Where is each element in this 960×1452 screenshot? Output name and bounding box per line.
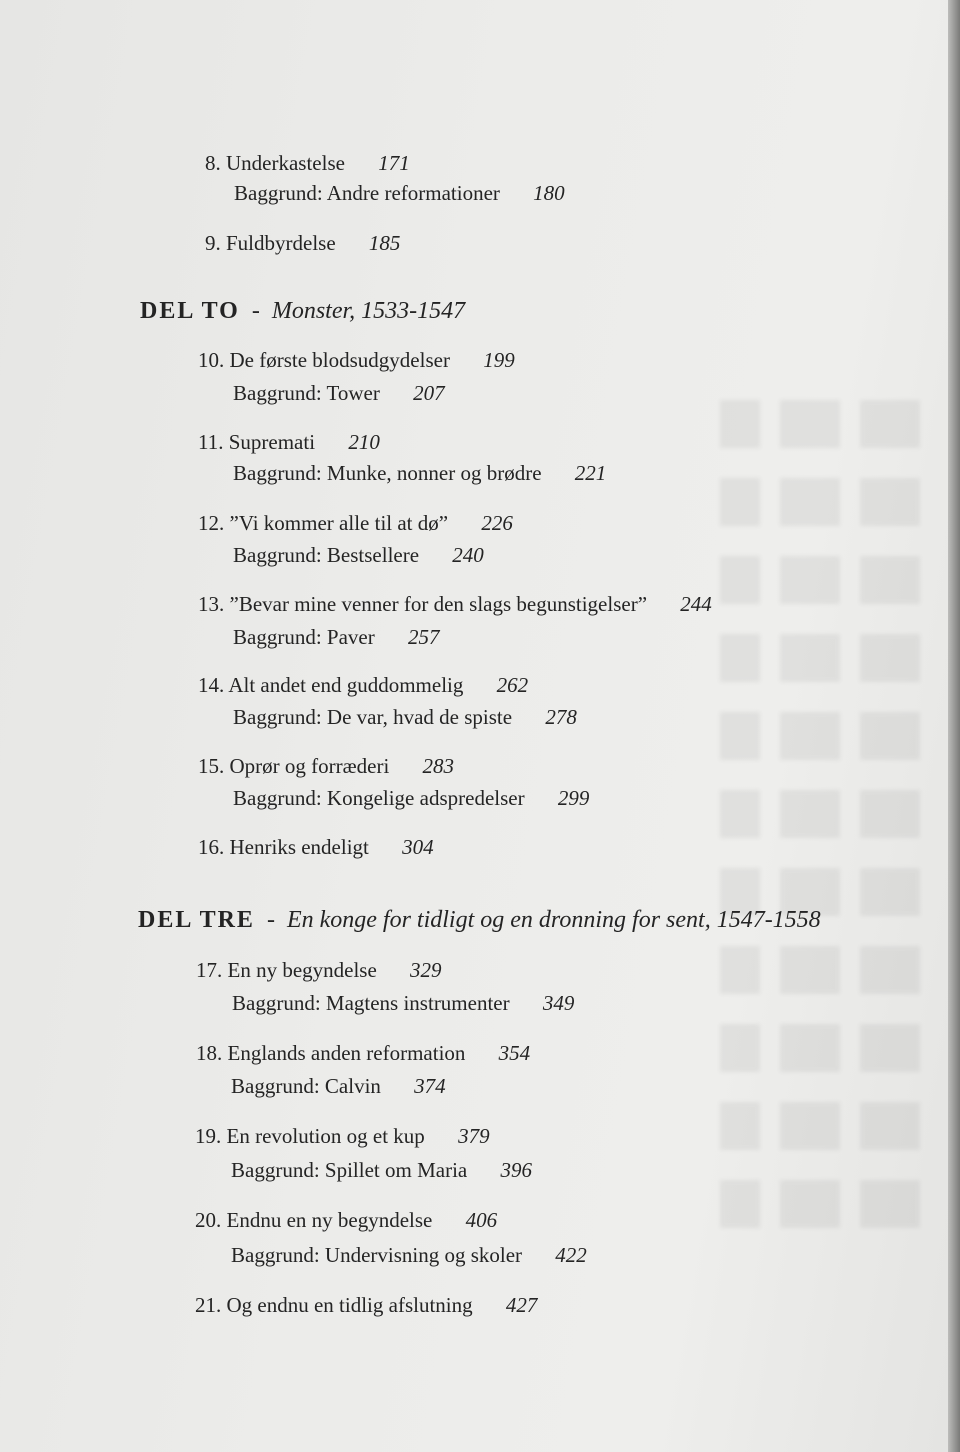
page-number: 207 xyxy=(413,381,445,405)
chapter-number: 12. xyxy=(198,511,225,535)
chapter-number: 21. xyxy=(195,1293,222,1317)
chapter-number: 15. xyxy=(198,754,225,778)
page-edge-shadow xyxy=(948,0,960,1452)
subentry-title: Baggrund: Andre reformationer xyxy=(234,181,500,205)
toc-subentry xyxy=(231,1071,446,1101)
toc-entry xyxy=(195,1121,490,1151)
page-number: 210 xyxy=(348,430,380,454)
chapter-title: Oprør og forræderi xyxy=(229,754,390,778)
toc-subentry xyxy=(231,1240,587,1270)
chapter-title: Underkastelse xyxy=(226,151,345,175)
subentry-title: Baggrund: Calvin xyxy=(231,1074,381,1098)
part-heading xyxy=(140,294,465,328)
chapter-number: 18. xyxy=(196,1041,223,1065)
chapter-number: 17. xyxy=(196,958,223,982)
chapter-number: 16. xyxy=(198,835,225,859)
show-through-text xyxy=(720,400,920,1300)
chapter-title: De første blodsudgydelser xyxy=(229,348,450,372)
subentry-title: Baggrund: Munke, nonner og brødre xyxy=(233,461,542,485)
subentry-title: Baggrund: Undervisning og skoler xyxy=(231,1243,523,1267)
page-number: 199 xyxy=(483,348,515,372)
toc-entry xyxy=(196,955,442,985)
page-number: 396 xyxy=(500,1158,532,1182)
toc-entry xyxy=(195,1290,537,1320)
chapter-title: Henriks endeligt xyxy=(229,835,369,859)
chapter-number: 13. xyxy=(198,592,225,616)
page-number: 185 xyxy=(368,231,401,255)
page-number: 221 xyxy=(574,461,607,485)
page-number: 226 xyxy=(481,511,513,535)
chapter-title: ”Bevar mine venner for den slags begunstigelser” xyxy=(229,592,648,616)
subentry-title: Baggrund: Paver xyxy=(233,625,375,649)
toc-subentry xyxy=(233,540,484,570)
chapter-title: Og endnu en tidlig afslutning xyxy=(226,1293,473,1317)
toc-entry xyxy=(198,832,434,862)
page-number: 422 xyxy=(555,1243,587,1267)
toc-entry xyxy=(198,508,513,538)
page-number: 240 xyxy=(452,543,484,567)
chapter-title: En revolution og et kup xyxy=(226,1124,425,1148)
page-number: 329 xyxy=(410,958,442,982)
part-heading xyxy=(138,903,821,937)
subentry-title: Baggrund: Bestsellere xyxy=(233,543,420,567)
subentry-title: Baggrund: Tower xyxy=(233,381,380,405)
chapter-title: Supremati xyxy=(228,430,316,454)
chapter-title: Alt andet end guddommelig xyxy=(228,673,464,697)
page-number: 427 xyxy=(505,1293,538,1317)
toc-subentry xyxy=(233,702,577,732)
part-dash: - xyxy=(266,907,275,933)
chapter-title: Englands anden reformation xyxy=(227,1041,466,1065)
chapter-number: 10. xyxy=(198,348,225,372)
toc-entry xyxy=(198,427,380,457)
page-number: 304 xyxy=(402,835,434,859)
page-number: 349 xyxy=(542,991,575,1015)
part-subtitle: Monster, 1533-1547 xyxy=(271,298,466,324)
page-number: 406 xyxy=(465,1208,498,1232)
chapter-number: 19. xyxy=(195,1124,222,1148)
chapter-title: Fuldbyrdelse xyxy=(226,231,336,255)
part-dash: - xyxy=(251,298,260,324)
toc-entry xyxy=(198,751,454,781)
subentry-title: Baggrund: De var, hvad de spiste xyxy=(233,705,513,729)
toc-subentry xyxy=(231,1155,532,1185)
page-number: 262 xyxy=(496,673,529,697)
chapter-number: 9. xyxy=(205,231,221,255)
page-number: 354 xyxy=(498,1041,531,1065)
chapter-number: 8. xyxy=(205,151,221,175)
toc-entry xyxy=(205,228,400,258)
chapter-number: 11. xyxy=(198,430,224,454)
part-label: DEL TO xyxy=(140,298,240,324)
toc-entry xyxy=(195,1205,497,1235)
toc-subentry xyxy=(234,178,565,208)
page-number: 374 xyxy=(414,1074,446,1098)
subentry-title: Baggrund: Magtens instrumenter xyxy=(232,991,510,1015)
chapter-title: En ny begyndelse xyxy=(227,958,377,982)
page-number: 257 xyxy=(407,625,440,649)
subentry-title: Baggrund: Spillet om Maria xyxy=(231,1158,468,1182)
toc-subentry xyxy=(232,988,574,1018)
chapter-title: Endnu en ny begyndelse xyxy=(226,1208,433,1232)
chapter-title: ”Vi kommer alle til at dø” xyxy=(229,511,449,535)
part-subtitle: En konge for tidligt og en dronning for sent, 1547-1558 xyxy=(286,907,821,933)
page-number: 244 xyxy=(680,592,712,616)
toc-entry xyxy=(205,148,410,178)
toc-entry xyxy=(196,1038,530,1068)
page-number: 283 xyxy=(422,754,455,778)
part-label: DEL TRE xyxy=(138,907,255,933)
chapter-number: 14. xyxy=(198,673,225,697)
page-number: 278 xyxy=(545,705,577,729)
toc-subentry xyxy=(233,622,439,652)
page-number: 379 xyxy=(458,1124,490,1148)
toc-subentry xyxy=(233,458,606,488)
toc-subentry xyxy=(233,378,445,408)
subentry-title: Baggrund: Kongelige adspredelser xyxy=(233,786,525,810)
page-number: 180 xyxy=(533,181,565,205)
toc-entry xyxy=(198,670,528,700)
chapter-number: 20. xyxy=(195,1208,222,1232)
toc-entry xyxy=(198,345,515,375)
toc-entry xyxy=(198,589,712,619)
toc-subentry xyxy=(233,783,589,813)
page-number: 299 xyxy=(557,786,590,810)
page-number: 171 xyxy=(378,151,410,175)
